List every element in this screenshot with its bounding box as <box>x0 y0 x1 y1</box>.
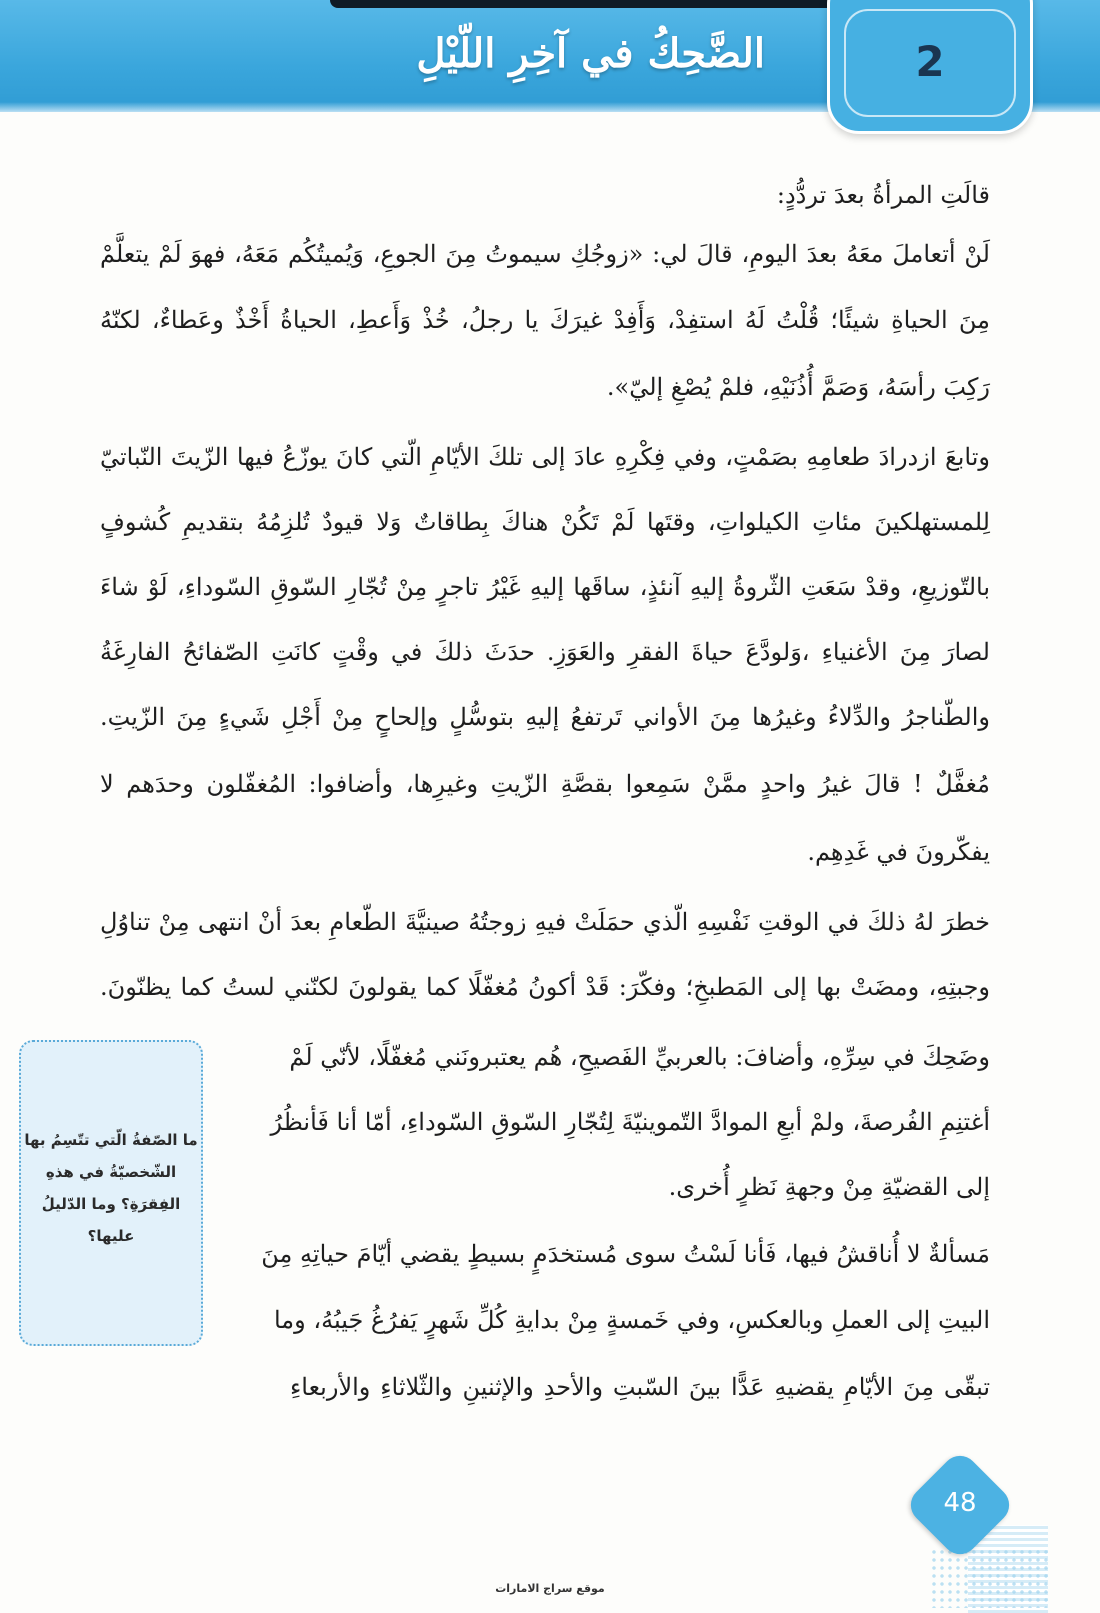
text-line: والطّناجرُ والدِّلاءُ وغيرُها مِنَ الأواني تَرتفعُ إليهِ بتوسُّلٍ وإلحاحٍ مِنْ أَجْلِ شَيءٍ مِنَ الزّيتِ. <box>100 703 990 731</box>
text-line: قالَتِ المرأةُ بعدَ تردُّدٍ: <box>776 181 990 209</box>
text-line: وضَحِكَ في سِرِّهِ، وأضافَ: بالعربيِّ الفَصيحِ، هُم يعتبرونَني مُغفّلًا، لأنّي لَمْ <box>289 1043 990 1071</box>
text-line: بالتّوزيعِ، وقدْ سَعَتِ الثّروةُ إليهِ آنئذٍ، ساقَها إليهِ غَيْرُ تاجرٍ مِنْ تُجّارِ السّوقِ السّوداءِ، لَوْ شاءَ <box>100 573 990 601</box>
text-line: رَكِبَ رأسَهُ، وَصَمَّ أُذُنَيْهِ، فلمْ يُصْغِ إليّ». <box>606 373 990 401</box>
text-line: إلى القضيّةِ مِنْ وجهةِ نَظرٍ أُخرى. <box>668 1173 990 1201</box>
text-line: لِلمستهلكينَ مئاتِ الكيلواتِ، وقتَها لَمْ تَكُنْ هناكَ بِطاقاتٌ وَلا قيودٌ تُلزِمُهُ بتقديمِ كُشوفٍ <box>100 508 990 536</box>
side-question-box <box>19 1040 203 1346</box>
text-line: مَسألةٌ لا أُناقشُ فيها، فَأنا لَسْتُ سوى مُستخدَمٍ بسيطٍ يقضي أيّامَ حياتِهِ مِنَ <box>261 1240 990 1268</box>
chapter-title: الضَّحِكُ في آخِرِ اللّيْلِ <box>416 30 765 77</box>
text-line: وجبتِهِ، ومضَتْ بها إلى المَطبخِ؛ وفكّرَ: قَدْ أكونُ مُغفّلًا كما يقولونَ لكنّني لستُ كما يظنّونَ. <box>100 973 990 1001</box>
footer-site-label: موقع سراج الامارات <box>495 1582 605 1595</box>
text-line: مُغفَّلٌ ! قالَ غيرُ واحدٍ ممَّنْ سَمِعوا بقصَّةِ الزّيتِ وغيرِها، وأضافوا: المُغفّلون وحدَهم لا <box>100 770 990 798</box>
text-line: يفكّرونَ في غَدِهِم. <box>807 838 990 866</box>
text-line: خطرَ لهُ ذلكَ في الوقتِ نَفْسِهِ الّذي حمَلَتْ فيهِ زوجتُهُ صينيَّةَ الطّعامِ بعدَ أنْ انتهى مِنْ تناوُلِ <box>100 908 990 936</box>
text-line: مِنَ الحياةِ شيئًا؛ قُلْتُ لَهُ استفِدْ، وَأَفِدْ غيرَكَ يا رجلُ، خُذْ وَأَعطِ، الحياةُ أَخْذٌ وعَطاءٌ، لكنّهُ <box>100 306 990 334</box>
header-top-edge <box>330 0 850 8</box>
page-number: 48 <box>943 1488 977 1518</box>
chapter-number-box <box>827 0 1033 134</box>
side-question-text: ما الصّفةُ الّتي تتّسِمُ بها الشّخصيّةُ في هذهِ الفِقرَةِ؟ وما الدّليلُ عليها؟ <box>24 1131 198 1245</box>
text-line: وتابعَ ازدرادَ طعامِهِ بصَمْتٍ، وفي فِكْرِهِ عادَ إلى تلكَ الأيّامِ الّتي كانَ يوزّعُ فيها الزّيتَ النّباتيّ <box>100 443 990 471</box>
chapter-number: 2 <box>915 37 945 86</box>
text-line: لصارَ مِنَ الأغنياءِ ،وَلودَّعَ حياةَ الفقرِ والعَوَزِ. حدَثَ ذلكَ في وقْتٍ كانَتِ الصّفائحُ الفارِغَةُ <box>100 638 990 666</box>
page-corner-dots <box>930 1548 1050 1608</box>
text-line: أغتنِمِ الفُرصةَ، ولمْ أبعِ الموادَّ التّموينيّةَ لِتُجّارِ السّوقِ السّوداءِ، أمّا أنا فَأنظُرُ <box>270 1108 990 1136</box>
text-line: البيتِ إلى العملِ وبالعكسِ، وفي خَمسةٍ مِنْ بدايةِ كُلِّ شَهرٍ يَفرُغُ جَيبُهُ، وما <box>273 1306 990 1334</box>
text-line: تبقّى مِنَ الأيّامِ يقضيهِ عَدًّا بينَ السّبتِ والأحدِ والإثنينِ والثّلاثاءِ والأربعاءِ <box>290 1373 990 1401</box>
text-line: لَنْ أتعاملَ معَهُ بعدَ اليومِ، قالَ لي: «زوجُكِ سيموتُ مِنَ الجوعِ، وَيُميتُكُم مَعَهُ، فهوَ لَمْ يتعلَّمْ <box>100 240 990 268</box>
